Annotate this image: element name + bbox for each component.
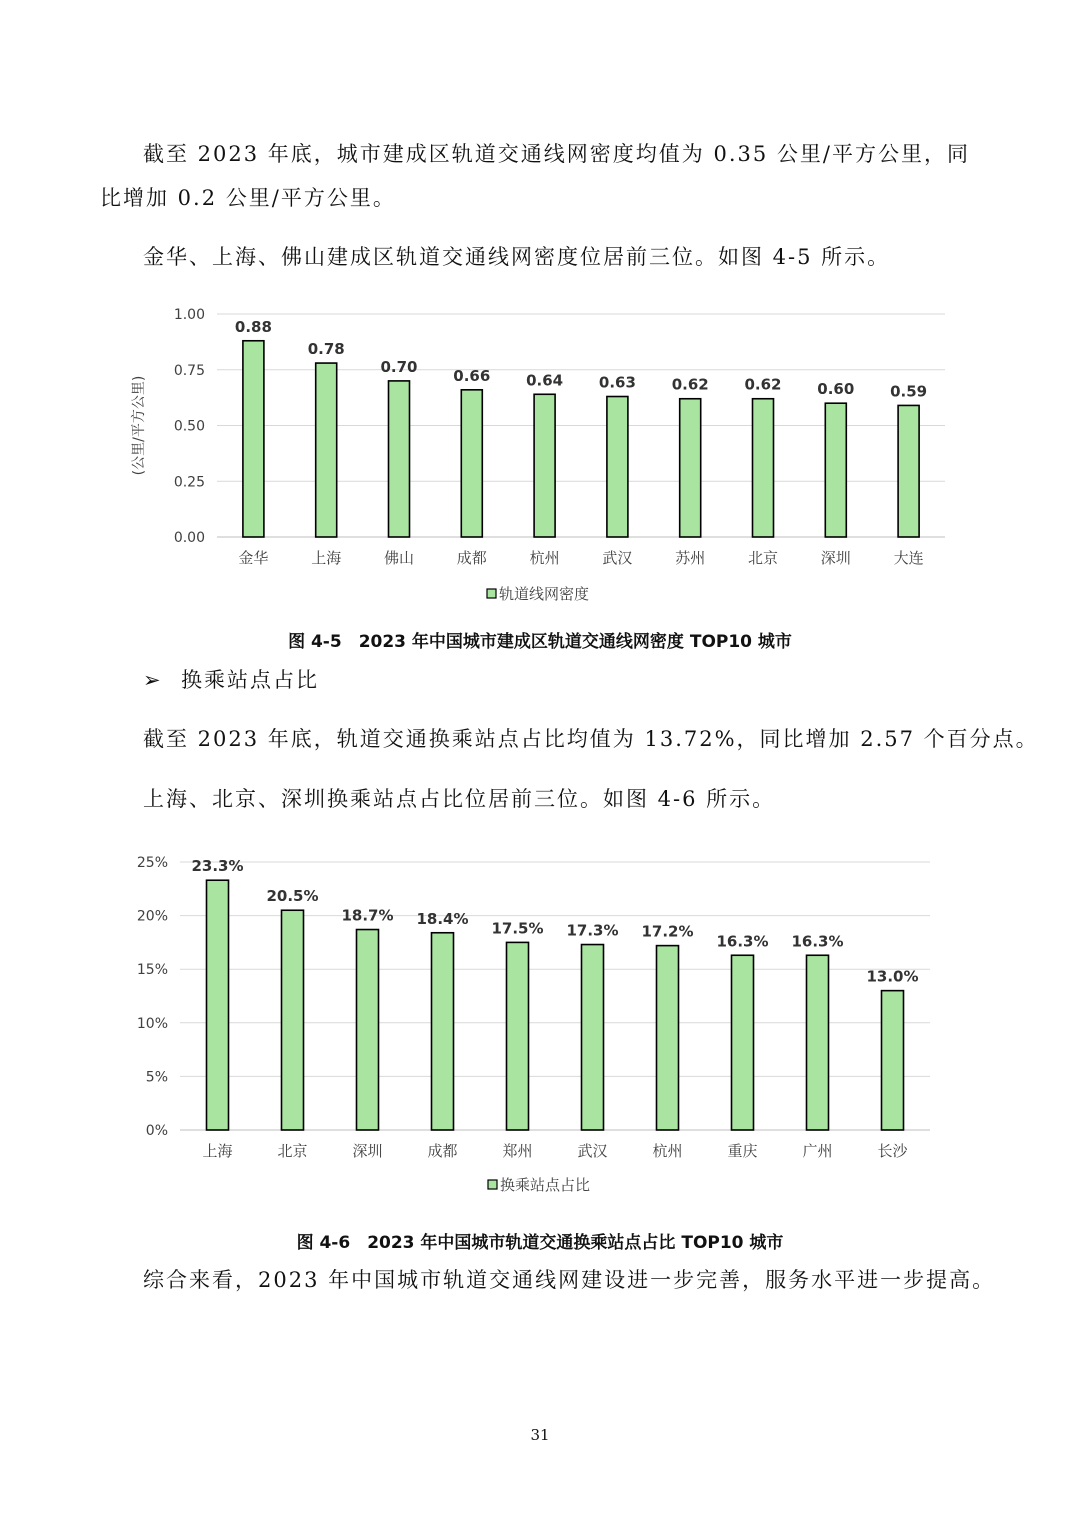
data-label: 17.2%	[641, 922, 694, 941]
legend-swatch	[487, 589, 496, 598]
y-tick-label: 10%	[136, 1015, 168, 1032]
data-label: 17.3%	[566, 921, 619, 940]
x-tick-label: 上海	[202, 1142, 233, 1160]
bar	[807, 955, 829, 1130]
data-label: 0.64	[526, 371, 564, 390]
bar	[534, 394, 555, 537]
y-tick-label: 5%	[145, 1069, 168, 1086]
bar	[389, 381, 410, 537]
x-tick-label: 杭州	[652, 1142, 683, 1160]
y-tick-label: 1.00	[173, 307, 205, 323]
paragraph-conclusion: 综合来看，2023 年中国城市轨道交通线网建设进一步完善，服务水平进一步提高。	[143, 1268, 996, 1292]
legend-label: 轨道线网密度	[499, 585, 590, 603]
data-label: 16.3%	[716, 932, 769, 951]
paragraph-transfer-summary: 截至 2023 年底，轨道交通换乘站点占比均值为 13.72%，同比增加 2.57 个百分点。	[143, 727, 1039, 751]
x-tick-label: 广州	[802, 1142, 833, 1160]
bar	[357, 930, 379, 1130]
legend-label: 换乘站点占比	[500, 1176, 591, 1194]
data-label: 0.70	[380, 357, 418, 376]
page-number: 31	[530, 1426, 550, 1444]
x-tick-label: 武汉	[602, 549, 633, 567]
bar	[825, 403, 846, 537]
data-label: 23.3%	[191, 857, 244, 876]
data-label: 18.7%	[341, 906, 394, 925]
x-tick-label: 长沙	[877, 1142, 908, 1160]
x-tick-label: 上海	[311, 549, 342, 567]
data-label: 0.88	[234, 317, 272, 336]
bar	[461, 390, 482, 537]
x-tick-label: 成都	[456, 549, 487, 567]
data-label: 0.62	[671, 375, 709, 394]
x-tick-label: 杭州	[529, 549, 560, 567]
x-tick-label: 大连	[893, 549, 924, 567]
data-label: 0.66	[453, 366, 491, 385]
bar	[507, 942, 529, 1130]
x-tick-label: 郑州	[502, 1142, 533, 1160]
x-tick-label: 重庆	[727, 1142, 758, 1160]
bar	[607, 397, 628, 537]
bar	[882, 991, 904, 1130]
y-axis-label: (公里/平方公里)	[131, 375, 147, 476]
data-label: 0.59	[890, 382, 928, 401]
legend-swatch	[488, 1180, 497, 1189]
data-label: 0.62	[744, 375, 782, 394]
bar	[207, 880, 229, 1130]
bar	[680, 399, 701, 537]
figure-caption-4-6: 图 4-6 2023 年中国城市轨道交通换乘站点占比 TOP10 城市	[296, 1233, 784, 1253]
x-tick-label: 武汉	[577, 1142, 608, 1160]
bar	[282, 910, 304, 1130]
transfer-bar-chart	[0, 845, 1080, 1205]
data-label: 13.0%	[866, 967, 919, 986]
data-label: 0.63	[598, 373, 636, 392]
x-tick-label: 深圳	[352, 1142, 383, 1160]
bar	[732, 955, 754, 1130]
x-tick-label: 北京	[277, 1142, 308, 1160]
y-tick-label: 0.25	[173, 474, 205, 491]
y-tick-label: 20%	[136, 908, 168, 925]
bar	[898, 405, 919, 537]
paragraph-density-top3: 金华、上海、佛山建成区轨道交通线网密度位居前三位。如图 4-5 所示。	[143, 245, 891, 269]
arrow-bullet-icon: ➢	[143, 668, 163, 692]
bar	[432, 933, 454, 1130]
data-label: 16.3%	[791, 932, 844, 951]
bullet-heading-text: 换乘站点占比	[181, 668, 319, 692]
x-tick-label: 深圳	[820, 549, 851, 567]
y-tick-label: 15%	[136, 962, 168, 979]
y-tick-label: 0%	[145, 1123, 168, 1139]
y-tick-label: 0.50	[173, 418, 205, 435]
y-tick-label: 0.75	[173, 362, 205, 379]
bar	[316, 363, 337, 537]
data-label: 0.60	[817, 380, 855, 399]
data-label: 17.5%	[491, 919, 544, 938]
y-tick-label: 0.00	[173, 530, 205, 546]
data-label: 20.5%	[266, 887, 319, 906]
x-tick-label: 成都	[427, 1142, 458, 1160]
y-tick-label: 25%	[136, 855, 168, 871]
figure-caption-4-5: 图 4-5 2023 年中国城市建成区轨道交通线网密度 TOP10 城市	[288, 632, 792, 652]
x-tick-label: 佛山	[383, 549, 415, 567]
x-tick-label: 北京	[747, 549, 779, 567]
density-bar-chart	[0, 295, 1080, 615]
x-tick-label: 金华	[238, 549, 269, 567]
data-label: 0.78	[307, 340, 345, 359]
bullet-heading	[143, 658, 319, 702]
paragraph-transfer-top3: 上海、北京、深圳换乘站点占比位居前三位。如图 4-6 所示。	[143, 787, 776, 811]
bar	[657, 946, 679, 1130]
x-tick-label: 苏州	[675, 549, 706, 567]
bar	[582, 945, 604, 1130]
bar	[753, 399, 774, 537]
data-label: 18.4%	[416, 909, 469, 928]
paragraph-density-summary: 截至 2023 年底，城市建成区轨道交通线网密度均值为 0.35 公里/平方公里，同比增加 0.2 公里/平方公里。	[100, 142, 970, 210]
bar	[243, 341, 264, 537]
